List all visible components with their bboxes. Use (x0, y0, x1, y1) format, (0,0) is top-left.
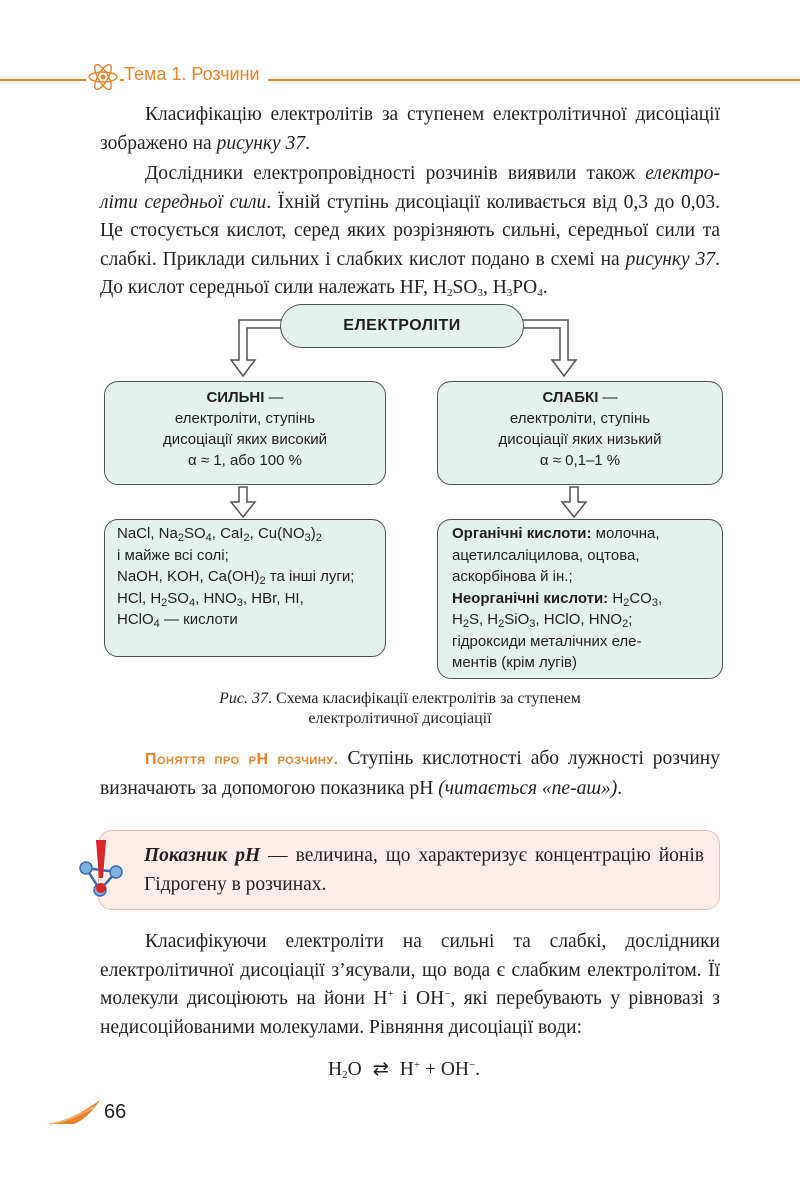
definition-text: Показник pH — величина, що характеризує концентрацію йонів Гідрогену в розчинах. (144, 845, 704, 895)
section-heading: Поняття про pH розчину. (145, 751, 339, 768)
paragraph-2: Дослідники електропровідності розчинів виявили також електроліти середньої сили. Їхній ступінь дисоціації коливається від 0,3 до 0,03. Це стосується кислот, серед яких розрізняють сильні, середньої сили та слабкі. Приклади сильних і слабких кислот подано в схемі на рисунку 37. До кислот середньої сили належать HF, $H_2SO_3$, $H_3PO_4$. (100, 163, 720, 299)
final-paragraph: Класифікуючи електроліти на сильні та слабкі, дослідники електролітичної дисоціації з’ясували, що вода є слабким електролітом. Її молекули дисоціюють на йони H+ і OH−, які перебувають у рівновазі з недисоційованими молекулами. Рівняння дисоціації води: (100, 931, 720, 1038)
strong-electrolytes-box: СИЛЬНІ — електроліти, ступінь дисоціації яких високий α ≈ 1, або 100 % (104, 381, 386, 485)
ph-section: Поняття про pH розчину. Ступінь кислотності або лужності розчину визначають за допомогою показника pH (читається «пе-аш»). (100, 748, 720, 799)
page-swoosh-icon (44, 1098, 102, 1126)
equilibrium-arrow-icon: ⇄ (372, 1057, 389, 1080)
paragraph-1: Класифікацію електролітів за ступенем електролітичної дисоціації зображено на рисунку 37. (100, 104, 720, 154)
dissociation-equation: $H_2O$ ⇄ H+ + OH−. (328, 1057, 481, 1081)
figure-caption: Рис. 37. Схема класифікації електролітів за ступенем електролітичної дисоціації (219, 690, 581, 727)
weak-electrolytes-box: СЛАБКІ — електроліти, ступінь дисоціації яких низький α ≈ 0,1–1 % (437, 381, 723, 485)
page-number: 66 (104, 1101, 127, 1123)
strong-examples-box: NaCl, $Na_2SO_4$, CaI$_2$, $Cu(NO_3)_2$ і майже всі солі; NaOH, KOH, $Ca(OH)_2$ та інші луги; HCl, $H_2SO_4$, $HNO_3$, HBr, HI, HClO$_4$ — кислоти (104, 519, 386, 657)
root-box: ЕЛЕКТРОЛІТИ (280, 304, 524, 348)
attention-icon (72, 838, 128, 900)
chapter-title: Тема 1. Розчини (124, 64, 268, 85)
weak-examples-box: Органічні кислоти: молочна, ацетилсаліцилова, оцтова, аскорбінова й ін.; Неорганічні кислоти: $H_2CO_3$, $H_2S$, $H_2SiO_3$, HClO, $HNO_2$; гідроксиди металічних еле- ментів (крім лугів) (437, 519, 723, 679)
